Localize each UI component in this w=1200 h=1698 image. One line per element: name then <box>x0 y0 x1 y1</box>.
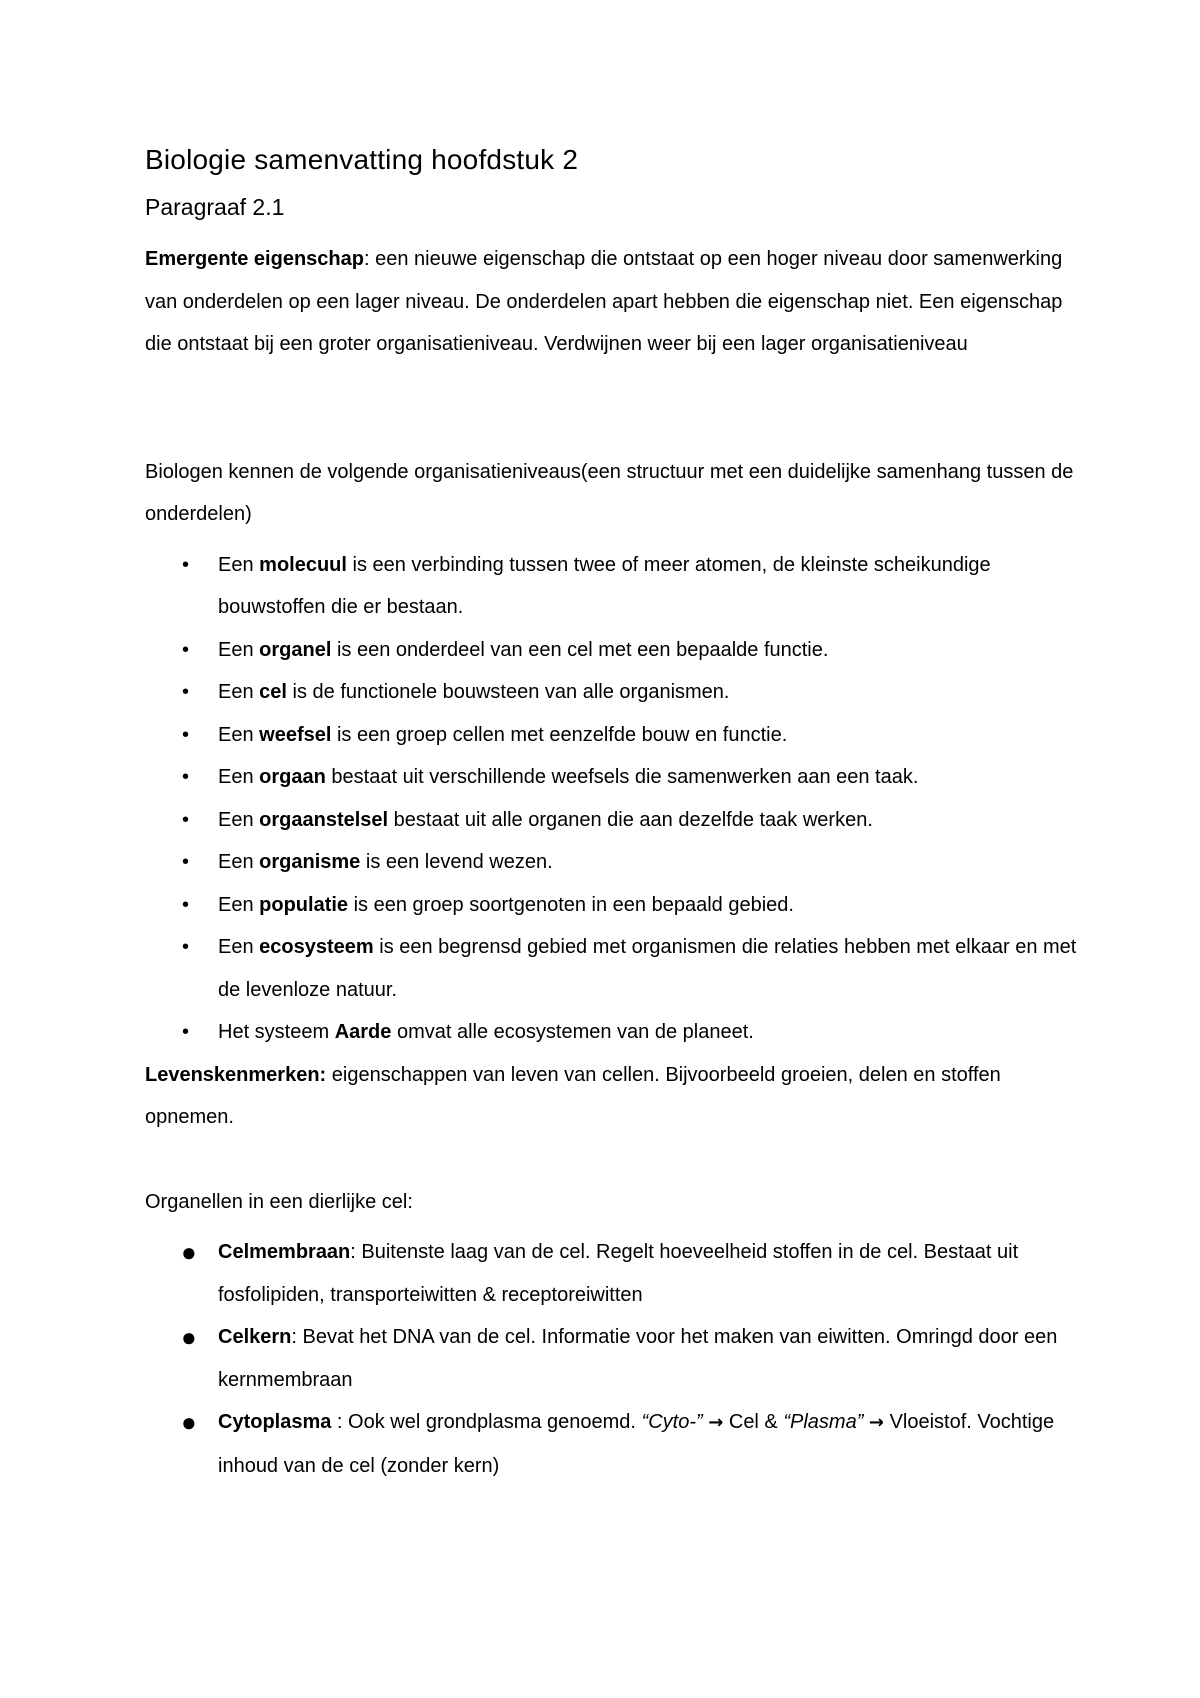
document-content <box>145 140 1085 1487</box>
level-description: is een groep soortgenoten in een bepaald gebied. <box>348 893 794 916</box>
blank-line <box>145 1139 1085 1181</box>
level-description: is een groep cellen met eenzelfde bouw en functie. <box>331 723 788 746</box>
cytoplasma-text-2: Cel & <box>723 1411 784 1433</box>
level-prefix: Een <box>218 766 260 788</box>
bullet-icon: • <box>182 766 190 788</box>
bullet-icon: • <box>182 936 190 958</box>
level-term: molecuul <box>259 553 347 576</box>
organisation-level-item <box>145 926 1085 1011</box>
celkern-text: : Bevat het DNA van de cel. Informatie voor het maken van eiwitten. Omringd door een kernmembraan <box>218 1326 1058 1391</box>
bullet-icon: • <box>182 553 190 576</box>
organelles-list <box>145 1231 1085 1487</box>
bullet-icon: ● <box>181 1322 197 1352</box>
organisation-level-item <box>145 884 1085 927</box>
level-prefix: Een <box>218 638 260 661</box>
organisation-level-item <box>145 841 1085 884</box>
organisation-levels-intro: Biologen kennen de volgende organisatieniveaus(een structuur met een duidelijke samenhang tussen de onderdelen) <box>145 460 1074 525</box>
level-prefix: Het systeem <box>218 1021 335 1043</box>
level-description: omvat alle ecosystemen van de planeet. <box>391 1021 754 1043</box>
organisation-level-item <box>145 799 1085 842</box>
celmembraan-text: : Buitenste laag van de cel. Regelt hoeveelheid stoffen in de cel. Bestaat uit fosfolipiden, transporteiwitten & receptoreiwitten <box>218 1241 1019 1306</box>
section-heading: Paragraaf 2.1 <box>145 194 285 220</box>
term-celkern: Celkern <box>218 1326 292 1348</box>
term-cytoplasma: Cytoplasma <box>218 1411 332 1433</box>
arrow-right-icon: → <box>868 1412 885 1433</box>
organisation-level-item <box>145 629 1085 672</box>
cytoplasma-quote-plasma: “Plasma” <box>783 1411 864 1433</box>
term-celmembraan: Celmembraan <box>218 1241 351 1263</box>
cytoplasma-text-1: : Ook wel grondplasma genoemd. <box>331 1411 642 1433</box>
organelle-item-celmembraan <box>145 1231 1085 1316</box>
level-description: bestaat uit verschillende weefsels die samenwerken aan een taak. <box>325 766 919 788</box>
level-prefix: Een <box>218 851 260 873</box>
document-title: Biologie samenvatting hoofdstuk 2 <box>145 144 579 175</box>
cytoplasma-quote-cyto: “Cyto-” <box>641 1411 703 1433</box>
emergent-property-definition <box>145 238 1085 366</box>
level-term: orgaanstelsel <box>259 808 389 831</box>
level-description: is een onderdeel van een cel met een bepaalde functie. <box>331 638 829 661</box>
organelle-item-cytoplasma <box>145 1401 1085 1487</box>
arrow-right-icon: → <box>708 1412 724 1433</box>
level-term: weefsel <box>259 723 332 746</box>
organisation-level-item <box>145 756 1085 799</box>
organisation-level-item <box>145 544 1085 629</box>
life-characteristics-definition <box>145 1054 1085 1139</box>
organisation-level-item <box>145 671 1085 714</box>
level-description: is een begrensd gebied met organismen die relaties hebben met elkaar en met de levenloze natuur. <box>218 936 1077 1001</box>
level-prefix: Een <box>218 681 260 703</box>
organelle-item-celkern <box>145 1316 1085 1401</box>
term-emergent-property: Emergente eigenschap <box>145 248 364 270</box>
level-term: orgaan <box>259 766 326 788</box>
level-prefix: Een <box>218 936 260 958</box>
bullet-icon: • <box>182 808 190 831</box>
bullet-icon: • <box>182 723 190 746</box>
level-prefix: Een <box>218 553 260 576</box>
term-life-characteristics: Levenskenmerken: <box>145 1063 327 1086</box>
level-description: is de functionele bouwsteen van alle organismen. <box>286 681 730 703</box>
level-term: organel <box>259 638 332 661</box>
organisation-level-item <box>145 1011 1085 1054</box>
organelles-intro: Organellen in een dierlijke cel: <box>145 1190 413 1213</box>
cytoplasma-text-3: Vloeistof. Vochtige inhoud van de cel (zonder kern) <box>218 1411 1055 1477</box>
level-prefix: Een <box>218 893 260 916</box>
organisation-levels-list <box>145 544 1085 1054</box>
level-prefix: Een <box>218 723 260 746</box>
level-term: populatie <box>259 893 349 916</box>
level-term: cel <box>259 681 287 703</box>
bullet-icon: ● <box>181 1407 197 1437</box>
bullet-icon: ● <box>181 1237 197 1267</box>
emergent-property-text: : een nieuwe eigenschap die ontstaat op een hoger niveau door samenwerking van onderdelen op een lager niveau. De onderdelen apart hebben die eigenschap niet. Een eigenschap die ontstaat bij een groter organisatieniveau. Verdwijnen weer bij een lager organisatieniveau <box>145 248 1063 355</box>
bullet-icon: • <box>182 1021 190 1043</box>
level-prefix: Een <box>218 808 260 831</box>
bullet-icon: • <box>182 893 190 916</box>
blank-line <box>145 366 1085 451</box>
level-term: ecosysteem <box>259 936 374 958</box>
level-description: is een levend wezen. <box>360 851 553 873</box>
level-term: Aarde <box>334 1021 392 1043</box>
level-description: bestaat uit alle organen die aan dezelfde taak werken. <box>388 808 873 831</box>
bullet-icon: • <box>182 851 190 873</box>
life-characteristics-text: eigenschappen van leven van cellen. Bijvoorbeeld groeien, delen en stoffen opnemen. <box>145 1063 1001 1128</box>
level-term: organisme <box>259 851 361 873</box>
level-description: is een verbinding tussen twee of meer atomen, de kleinste scheikundige bouwstoffen die er bestaan. <box>218 553 991 618</box>
bullet-icon: • <box>182 681 190 703</box>
organisation-level-item <box>145 714 1085 757</box>
bullet-icon: • <box>182 638 190 661</box>
